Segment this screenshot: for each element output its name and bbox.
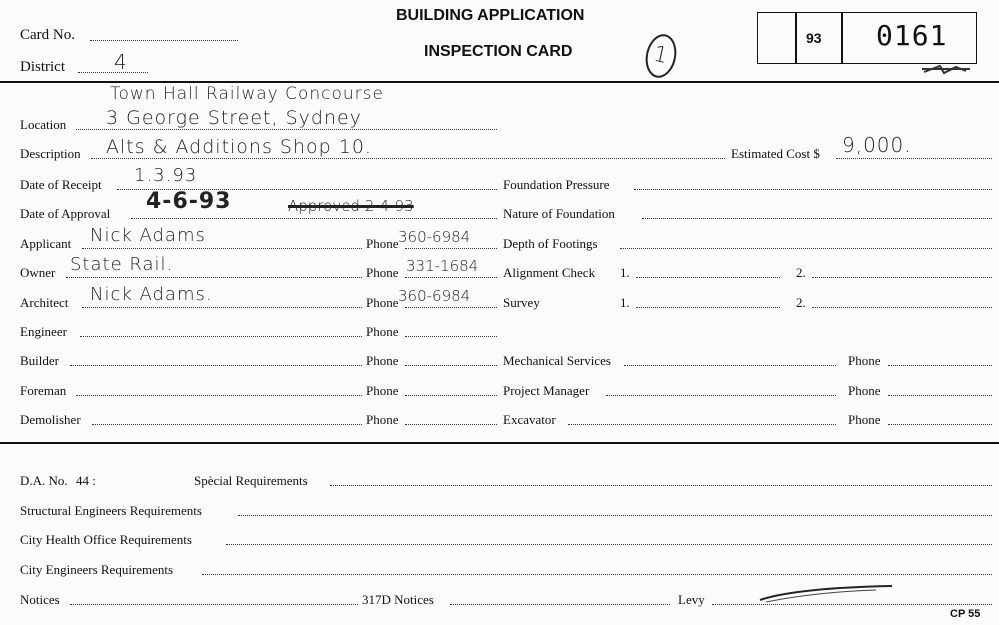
- district-line: [78, 72, 148, 73]
- foreman-phone-line: [405, 395, 497, 396]
- survey-label: Survey: [503, 295, 540, 310]
- foundation-pressure-line: [634, 189, 992, 190]
- architect-value: Nick Adams.: [90, 284, 213, 305]
- architect-phone-label: Phone: [366, 295, 399, 310]
- alignment-check-label: Alignment Check: [503, 265, 596, 280]
- location-label: Location: [20, 117, 67, 132]
- box-year: 93: [806, 30, 822, 46]
- foreman-label: Foreman: [20, 383, 67, 398]
- applicant-phone: 360-6984: [398, 228, 471, 246]
- depth-of-footings-label: Depth of Footings: [503, 236, 598, 251]
- date-receipt-label: Date of Receipt: [20, 177, 102, 192]
- da-no-label: D.A. No.: [20, 473, 68, 488]
- estimated-cost-label: Estimated Cost $: [731, 146, 820, 161]
- estimated-cost-value: 9,000.: [842, 133, 912, 157]
- health-label: City Health Office Requirements: [20, 532, 192, 547]
- date-approval-struck: Approved 2-4-93: [288, 197, 414, 215]
- alignment-item-1: 1.: [620, 265, 630, 280]
- box-divider-2: [841, 12, 843, 64]
- nature-of-foundation-label: Nature of Foundation: [503, 206, 615, 221]
- nature-of-foundation-line: [642, 218, 992, 219]
- survey-item-1: 1.: [620, 295, 630, 310]
- date-approval-value: 4-6-93: [146, 189, 232, 214]
- city-engineers-line: [202, 574, 992, 575]
- notices-line: [70, 604, 358, 605]
- applicant-value: Nick Adams: [90, 225, 206, 246]
- circled-number-value: 1: [651, 41, 672, 70]
- box-divider-1: [795, 12, 797, 64]
- excavator-label: Excavator: [503, 412, 556, 427]
- header-rule: [0, 81, 999, 83]
- applicant-phone-label: Phone: [366, 236, 399, 251]
- demolisher-phone-label: Phone: [366, 412, 399, 427]
- mechanical-services-label: Mechanical Services: [503, 353, 611, 368]
- project-manager-line: [606, 395, 836, 396]
- notices-label: Notices: [20, 592, 60, 607]
- depth-of-footings-line: [620, 248, 992, 249]
- engineer-phone-line: [405, 336, 497, 337]
- location-line: [76, 129, 497, 130]
- alignment-line-2: [812, 277, 992, 278]
- date-approval-line: [131, 218, 497, 219]
- card-no-line: [90, 40, 238, 41]
- survey-line-1: [636, 307, 780, 308]
- notices-317d-label: 317D Notices: [362, 592, 434, 607]
- project-manager-label: Project Manager: [503, 383, 590, 398]
- special-requirements-label: Spècial Requirements: [194, 473, 308, 488]
- alignment-item-2: 2.: [796, 265, 806, 280]
- builder-phone-label: Phone: [366, 353, 399, 368]
- survey-item-2: 2.: [796, 295, 806, 310]
- excavator-phone-label: Phone: [848, 412, 881, 427]
- district-value: 4: [114, 50, 128, 74]
- structural-label: Structural Engineers Requirements: [20, 503, 202, 518]
- architect-line: [82, 307, 362, 308]
- location-line-2: 3 George Street, Sydney: [106, 107, 362, 129]
- levy-signature-stroke: [756, 582, 896, 604]
- da-no-value: 44 :: [76, 473, 96, 488]
- mechanical-phone-line: [888, 365, 992, 366]
- levy-label: Levy: [678, 592, 705, 607]
- mechanical-services-line: [624, 365, 836, 366]
- survey-line-2: [812, 307, 992, 308]
- owner-phone: 331-1684: [406, 257, 479, 275]
- builder-phone-line: [405, 365, 497, 366]
- demolisher-phone-line: [405, 424, 497, 425]
- city-engineers-label: City Engineers Requirements: [20, 562, 174, 577]
- health-line: [226, 544, 992, 545]
- date-receipt-value: 1.3.93: [134, 165, 198, 186]
- engineer-phone-label: Phone: [366, 324, 399, 339]
- excavator-phone-line: [888, 424, 992, 425]
- architect-phone-line: [405, 307, 497, 308]
- special-requirements-line: [330, 485, 992, 486]
- estimated-cost-line: [836, 158, 992, 159]
- description-label: Description: [20, 146, 81, 161]
- owner-phone-label: Phone: [366, 265, 399, 280]
- engineer-label: Engineer: [20, 324, 67, 339]
- project-manager-phone-label: Phone: [848, 383, 881, 398]
- project-manager-phone-line: [888, 395, 992, 396]
- builder-label: Builder: [20, 353, 59, 368]
- struck-box-note: [922, 62, 970, 74]
- levy-line: [712, 604, 992, 605]
- district-label: District: [20, 59, 65, 75]
- description-line: [91, 158, 725, 159]
- description-value: Alts & Additions Shop 10.: [106, 136, 372, 158]
- notices-317d-line: [450, 604, 670, 605]
- demolisher-line: [92, 424, 362, 425]
- section-rule: [0, 442, 999, 444]
- demolisher-label: Demolisher: [20, 412, 81, 427]
- location-line-1: Town Hall Railway Concourse: [110, 84, 384, 104]
- title-line-2: INSPECTION CARD: [424, 43, 573, 60]
- card-no-label: Card No.: [20, 27, 75, 43]
- applicant-label: Applicant: [20, 236, 72, 251]
- applicant-line: [82, 248, 362, 249]
- form-code: CP 55: [950, 608, 981, 620]
- box-number: 0161: [876, 19, 948, 52]
- structural-line: [238, 515, 992, 516]
- foreman-line: [76, 395, 362, 396]
- alignment-line-1: [636, 277, 780, 278]
- title-line-1: BUILDING APPLICATION: [396, 7, 585, 24]
- owner-line: [66, 277, 362, 278]
- mechanical-phone-label: Phone: [848, 353, 881, 368]
- architect-phone: 360-6984: [398, 287, 471, 305]
- engineer-line: [80, 336, 362, 337]
- circled-number: [642, 31, 680, 80]
- foreman-phone-label: Phone: [366, 383, 399, 398]
- architect-label: Architect: [20, 295, 69, 310]
- date-approval-label: Date of Approval: [20, 206, 111, 221]
- owner-phone-line: [405, 277, 497, 278]
- applicant-phone-line: [405, 248, 497, 249]
- excavator-line: [568, 424, 836, 425]
- foundation-pressure-label: Foundation Pressure: [503, 177, 610, 192]
- owner-value: State Rail.: [70, 254, 174, 275]
- owner-label: Owner: [20, 265, 56, 280]
- builder-line: [70, 365, 362, 366]
